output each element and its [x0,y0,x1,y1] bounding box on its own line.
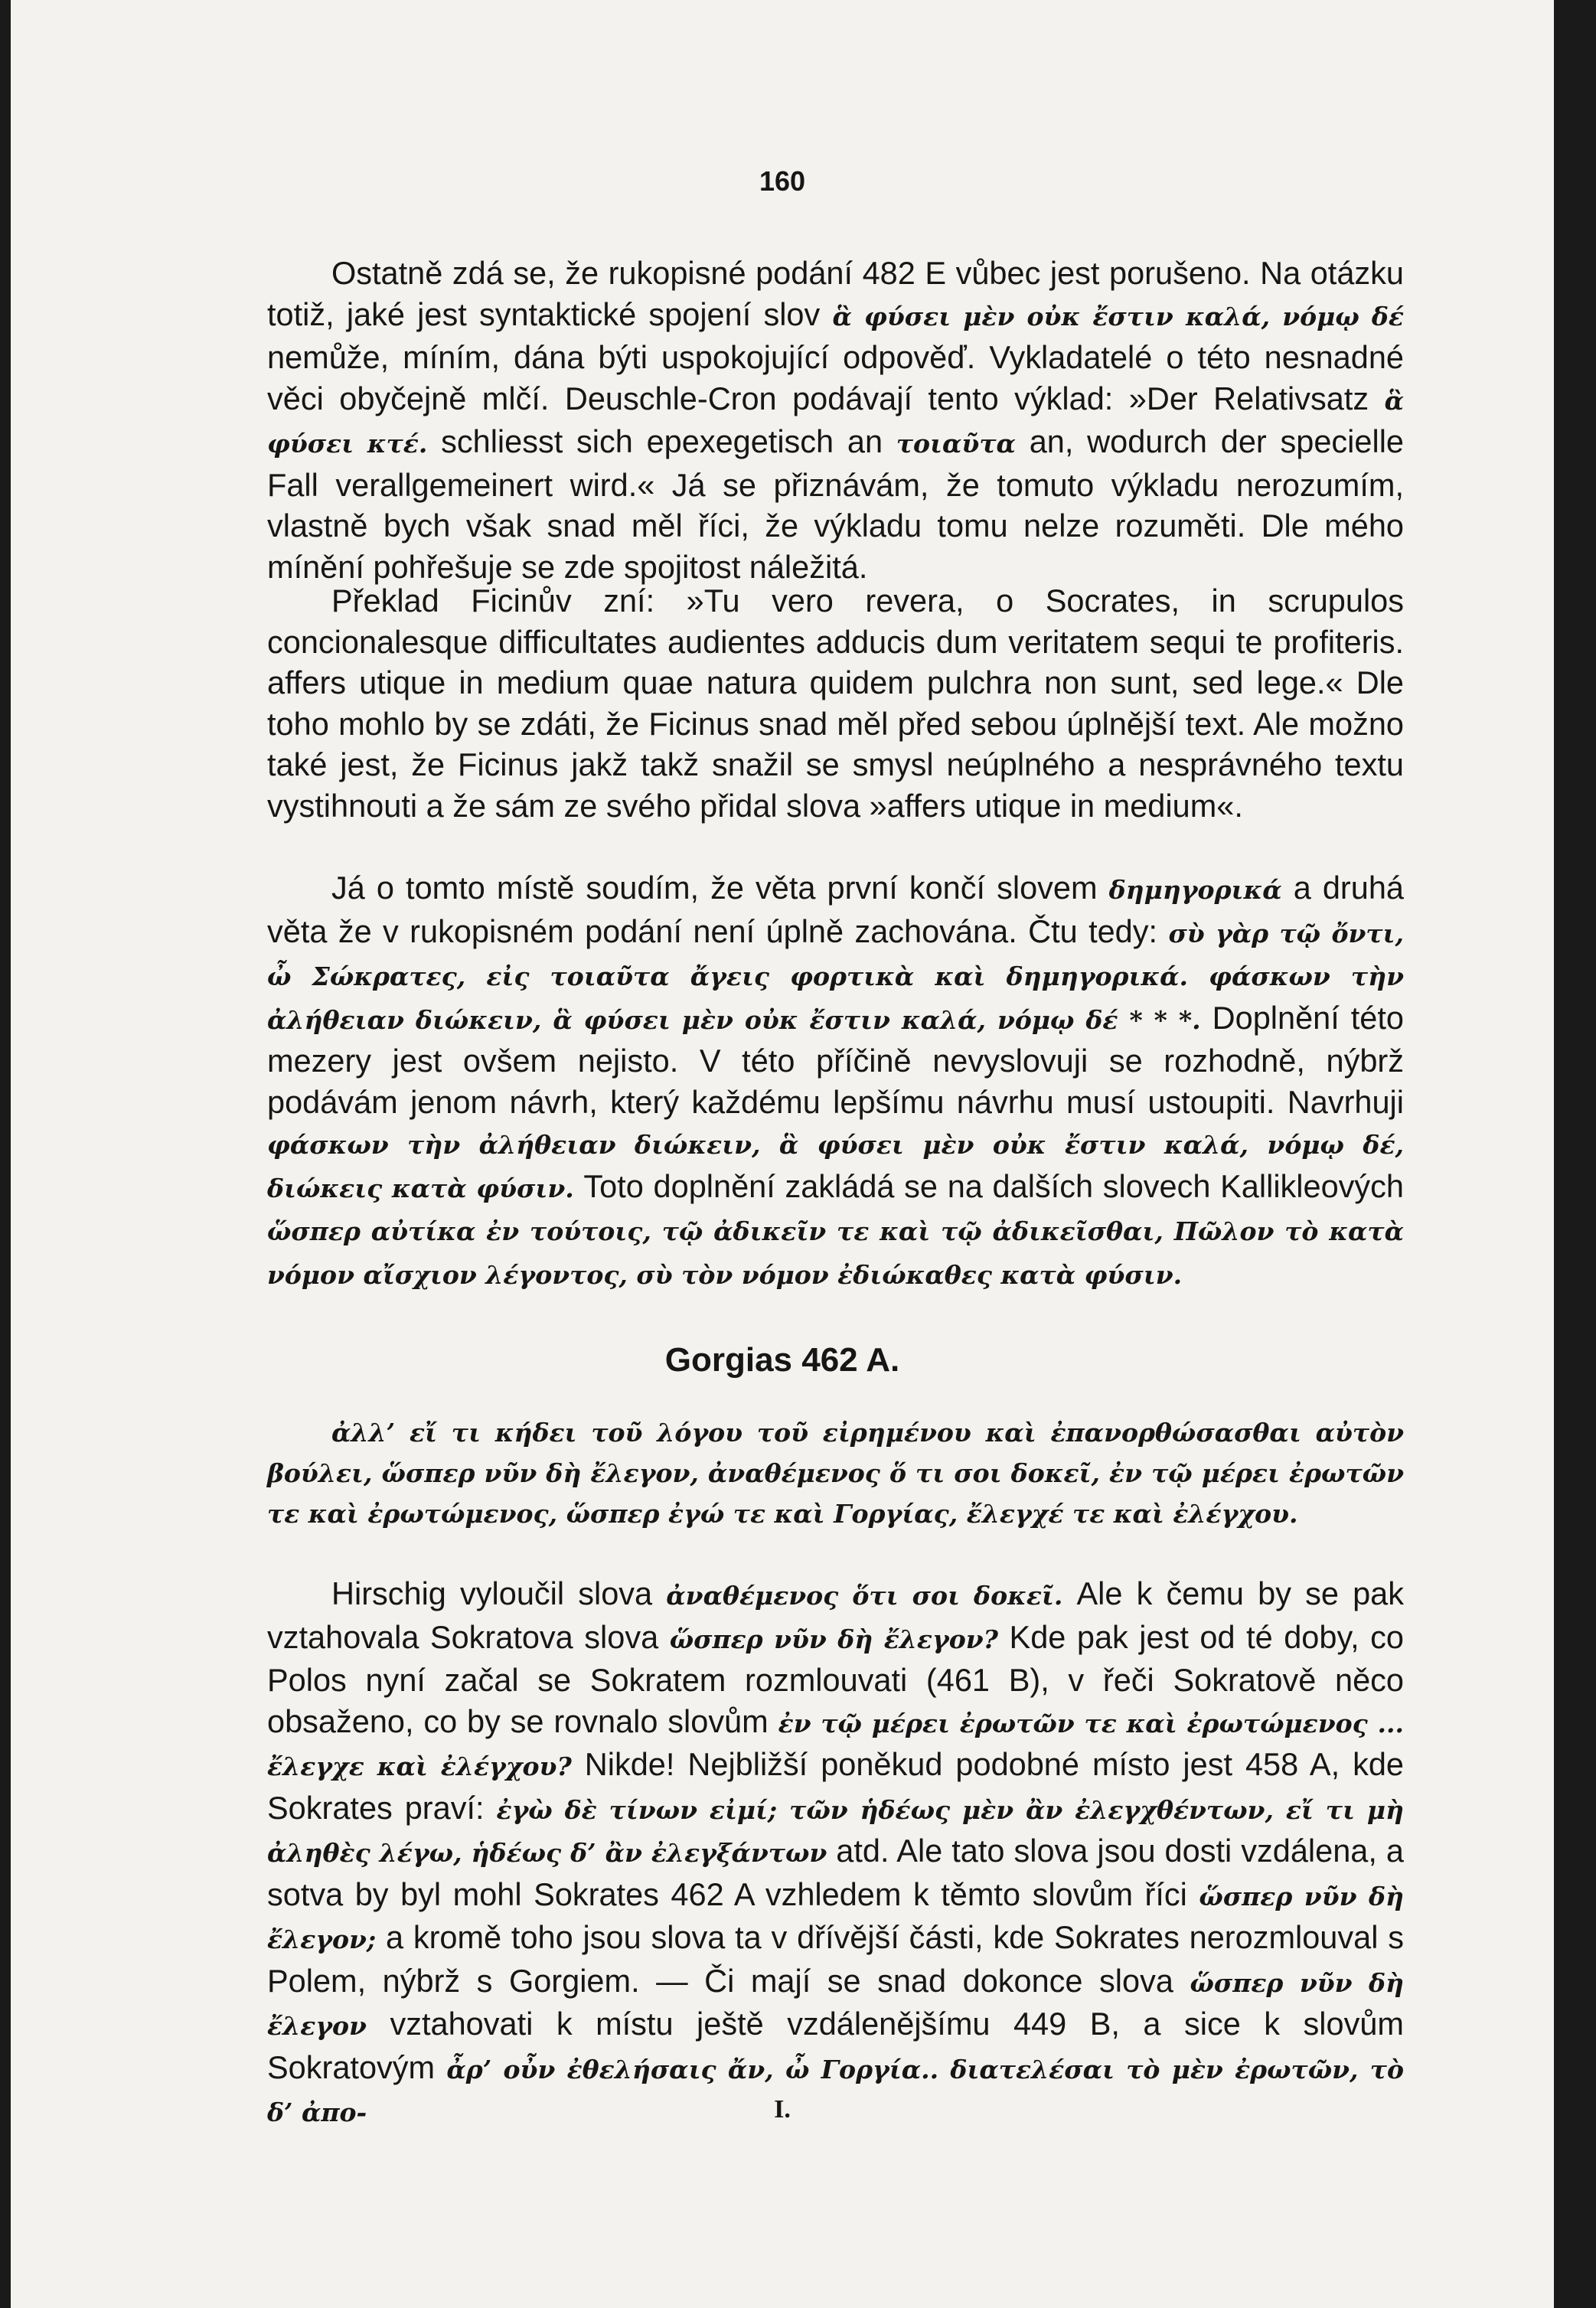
paragraph-4-greek-3: ἐν τῷ μέρει ἐρωτῶν τε καὶ ἐρωτώμενος ... ἔλεγχε καὶ ἐλέγχου? [267,1708,1404,1781]
signature-mark: I. [774,2095,791,2124]
paragraph-3-greek-4: ὥσπερ αὐτίκα ἐν τούτοις, τῷ ἀδικεῖν τε καὶ τῷ ἀδικεῖσθαι, Πῶλον τὸ κατὰ νόμον αἴσχιον λέγοντος, σὺ τὸν νόμον ἐδιώκαθες κατὰ φύσιν. [267,1216,1404,1290]
paragraph-4-greek-2: ὥσπερ νῦν δὴ ἔλεγον? [669,1624,999,1654]
section-heading: Gorgias 462 A. [664,1341,900,1379]
paragraph-4-greek-6: ὥσπερ νῦν δὴ ἔλεγον [267,1967,1404,2041]
paragraph-4-text-6: a kromě toho jsou slova ta v dřívější části, kde Sokrates nerozmlouval s Polem, nýbrž s Gorgiem. — Či mají se snad dokonce slova [267,1919,1404,1999]
paragraph-4-greek-7: ἆρ’ οὖν ἐθελήσαις ἄν, ὦ Γοργία.. διατελέσαι τὸ μὲν ἐρωτῶν, τὸ δ’ ἀπο- [267,2054,1404,2127]
paragraph-4-text-2: Ale k čemu by se pak vztahovala Sokratova slova [267,1575,1404,1655]
paragraph-4-greek-5: ὥσπερ νῦν δὴ ἔλεγον; [267,1881,1404,1954]
greek-quote: ἀλλ’ εἴ τι κήδει τοῦ λόγου τοῦ εἰρημένου καὶ ἐπανορθώσασθαι αὐτὸν βούλει, ὥσπερ νῦν δὴ ἔλεγον, ἀναθέμενος ὅ τι σοι δοκεῖ, ἐν τῷ μέρει ἐρωτῶν τε καὶ ἐρωτώμενος, ὥσπερ ἐγώ τε καὶ Γοργίας, ἔλεγχέ τε καὶ ἐλέγχου. [267,1418,1404,1529]
paragraph-4-greek-4: ἐγὼ δὲ τίνων εἰμί; τῶν ἡδέως μὲν ἂν ἐλεγχθέντων, εἴ τι μὴ ἀληθὲς λέγω, ἡδέως δ’ ἂν ἐλεγξάντων [267,1794,1404,1868]
paragraph-2-text-1: Překlad Ficinův zní: »Tu vero revera, o Socrates, in scrupulos concionalesque difficultates audientes adducis dum veritatem sequi te profiteris. affers utique in medium quae natura quidem pulchra non sunt, sed lege.« Dle toho mohlo by se zdáti, že Ficinus snad měl před sebou úplnější text. Ale možno také jest, že Ficinus jakž takž snažil se smysl neúplného a nesprávného textu vystihnouti a že sám ze svého přidal slova »affers utique in medium«. [267,583,1404,824]
book-page [11,0,1554,2308]
paragraph-3-text-1: Já o tomto místě soudím, že věta první končí slovem [331,870,1109,906]
paragraph-1-text-3: schliesst sich epexegetisch an [427,423,896,459]
paragraph-4-text-4: Nikde! Nejbližší poněkud podobné místo jest 458 A, kde Sokrates praví: [267,1746,1404,1826]
paragraph-3-text-4: Toto doplnění zakládá se na dalších slovech Kallikleových [573,1167,1404,1204]
paragraph-1-greek-3: τοιαῦτα [896,429,1016,459]
paragraph-3-greek-2: σὺ γὰρ τῷ ὄντι, ὦ Σώκρατες, εἰς τοιαῦτα ἄγεις φορτικὰ καὶ δημηγορικά. φάσκων τὴν ἀλήθειαν διώκειν, ἃ φύσει μὲν οὐκ ἔστιν καλά, νόμῳ δέ * * *. [267,918,1405,1035]
paragraph-4-text-7: vztahovati k místu ještě vzdálenějšímu 449 B, a sice k slovům Sokratovým [267,2006,1404,2085]
paragraph-4-greek-1: ἀναθέμενος ὅτι σοι δοκεῖ. [666,1581,1063,1611]
paragraph-1-text-4: an, wodurch der specielle Fall verallgemeinert wird.« Já se přiznávám, že tomuto výkladu nerozumím, vlastně bych však snad měl říci, že výkladu tomu nelze rozuměti. Dle mého mínění pohřešuje se zde spojitost náležitá. [267,423,1405,585]
paragraph-1-greek-1: ἃ φύσει μὲν οὐκ ἔστιν καλά, νόμῳ δέ [832,301,1404,331]
paragraph-1 [267,253,1404,587]
paragraph-2 [267,580,1404,826]
paragraph-4 [267,1573,1404,2133]
paragraph-3-text-3: Doplnění této mezery jest ovšem nejisto. V této příčině nevyslovuji se rozhodně, nýbrž podávám jenom návrh, který každému lepšímu návrhu musí ustoupiti. Navrhuji [267,999,1404,1120]
paragraph-1-text-1: Ostatně zdá se, že rukopisné podání 482 E vůbec jest porušeno. Na otázku totiž, jaké jest syntaktické spojení slov [267,255,1404,332]
paragraph-3-greek-3: φάσκων τὴν ἀλήθειαν διώκειν, ἃ φύσει μὲν οὐκ ἔστιν καλά, νόμῳ δέ, διώκεις κατὰ φύσιν. [267,1130,1404,1203]
paragraph-3 [267,867,1404,1295]
paragraph-3-greek-1: δημηγορικά [1108,875,1282,905]
paragraph-3-text-2: a druhá věta že v rukopisném podání není úplně zachována. Čtu tedy: [267,870,1404,949]
page-number: 160 [759,165,806,197]
paragraph-1-greek-2: ἃ φύσει κτέ. [267,385,1404,459]
paragraph-4-text-3: Kde pak jest od té doby, co Polos nyní začal se Sokratem rozmlouvati (461 B), v řeči Sokratově něco obsaženo, co by se rovnalo slovům [267,1618,1404,1739]
paragraph-1-text-2: nemůže, míním, dána býti uspokojující odpověď. Vykladatelé o této nesnadné věci obyčejně mlčí. Deuschle-Cron podávají tento výklad: »Der Relativsatz [267,339,1404,416]
paragraph-4-text-1: Hirschig vyloučil slova [331,1575,667,1611]
paragraph-4-text-5: atd. Ale tato slova jsou dosti vzdálena, a sotva by byl mohl Sokrates 462 A vzhledem k těmto slovům říci [267,1833,1404,1912]
